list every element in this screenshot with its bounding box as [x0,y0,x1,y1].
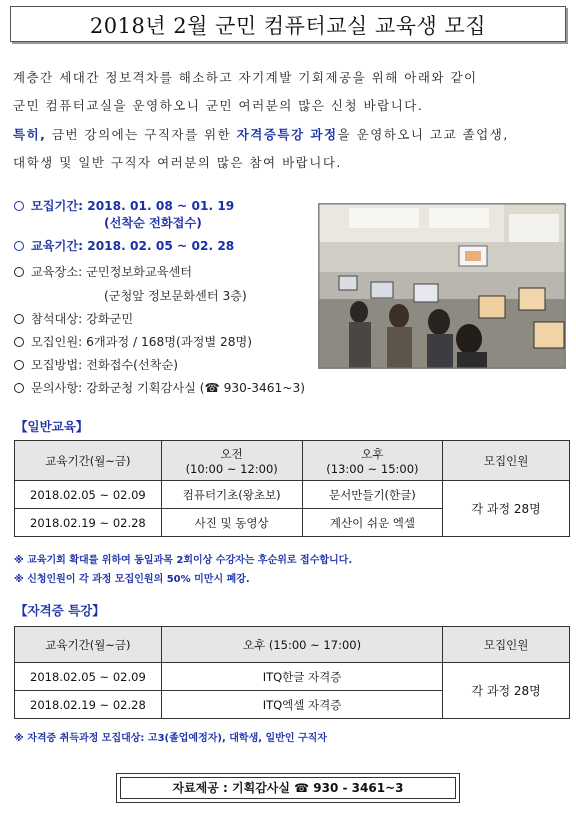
col-header-am: 오전 (10:00 ~ 12:00) [161,441,302,481]
col-header-period: 교육기간(월~금) [15,441,162,481]
general-note-1: ※ 교육기회 확대를 위하여 동일과목 2회이상 수강자는 후순위로 접수합니다. [14,555,353,566]
classroom-photo-illustration [319,204,565,368]
table-row [15,481,570,509]
pm-course-cell: 문서만들기(한글) [302,481,443,509]
general-section-heading: 【일반교육】 [15,419,89,434]
emphasis-text: 특히, [13,127,47,142]
classroom-photo [318,203,566,369]
info-method: 모집방법: 전화접수(선착순) [14,356,178,373]
cert-schedule-table [14,626,570,719]
bullet-circle-icon [14,241,24,251]
period-cell: 2018.02.05 ~ 02.09 [15,663,162,691]
col-header-pm: 오후 (13:00 ~ 15:00) [302,441,443,481]
intro-line-2: 군민 컴퓨터교실을 운영하오니 군민 여러분의 많은 신청 바랍니다. [13,98,424,113]
general-schedule-table [14,440,570,537]
intro-line-1: 계층간 세대간 정보격차를 해소하고 자기계발 기회제공을 위해 아래와 같이 [13,70,478,85]
pm-course-cell: 계산이 쉬운 엑셀 [302,509,443,537]
course-cell: ITQ엑셀 자격증 [161,691,442,719]
bullet-circle-icon [14,383,24,393]
col-header-pm: 오후 (15:00 ~ 17:00) [161,627,442,663]
bullet-circle-icon [14,360,24,370]
course-cell: ITQ한글 자격증 [161,663,442,691]
col-header-count: 모집인원 [443,441,570,481]
info-recruit-note: (선착순 전화접수) [104,216,202,230]
period-cell: 2018.02.19 ~ 02.28 [15,691,162,719]
info-place: 교육장소: 군민정보화교육센터 [14,263,192,280]
bullet-circle-icon [14,201,24,211]
col-header-period: 교육기간(월~금) [15,627,162,663]
footer-contact: 자료제공 : 기획감사실 ☎ 930 - 3461~3 [120,777,456,799]
am-course-cell: 사진 및 동영상 [161,509,302,537]
table-row [15,663,570,691]
cert-course-emphasis: 자격증특강 과정 [236,127,338,142]
col-header-count: 모집인원 [443,627,570,663]
page-title: 2018년 2월 군민 컴퓨터교실 교육생 모집 [89,14,487,38]
title-box [10,6,566,42]
footer-box [116,773,460,803]
intro-line-3 [13,125,509,143]
general-note-2: ※ 신청인원이 각 과정 모집인원의 50% 미만시 폐강. [14,574,250,585]
info-contact: 문의사항: 강화군청 기획감사실 (☎ 930-3461~3) [14,379,305,396]
intro-text: 금번 강의에는 구직자를 위한 [46,127,237,142]
period-cell: 2018.02.05 ~ 02.09 [15,481,162,509]
cert-section-heading: 【자격증 특강】 [15,603,105,618]
intro-text: 을 운영하오니 고교 졸업생, [337,127,509,142]
count-cell: 각 과정 28명 [443,481,570,537]
count-cell: 각 과정 28명 [443,663,570,719]
cert-note: ※ 자격증 취득과정 모집대상: 고3(졸업예정자), 대학생, 일반인 구직자 [14,733,327,744]
bullet-circle-icon [14,267,24,277]
bullet-circle-icon [14,314,24,324]
info-recruit-period: 모집기간: 2018. 01. 08 ~ 01. 19 [14,197,234,214]
period-cell: 2018.02.19 ~ 02.28 [15,509,162,537]
am-course-cell: 컴퓨터기초(왕초보) [161,481,302,509]
bullet-circle-icon [14,337,24,347]
info-edu-period: 교육기간: 2018. 02. 05 ~ 02. 28 [14,237,234,254]
info-target: 참석대상: 강화군민 [14,310,133,327]
intro-line-4: 대학생 및 일반 구직자 여러분의 많은 참여 바랍니다. [13,155,342,170]
info-capacity: 모집인원: 6개과정 / 168명(과정별 28명) [14,333,252,350]
info-place-note: (군청앞 정보문화센터 3층) [104,289,247,303]
